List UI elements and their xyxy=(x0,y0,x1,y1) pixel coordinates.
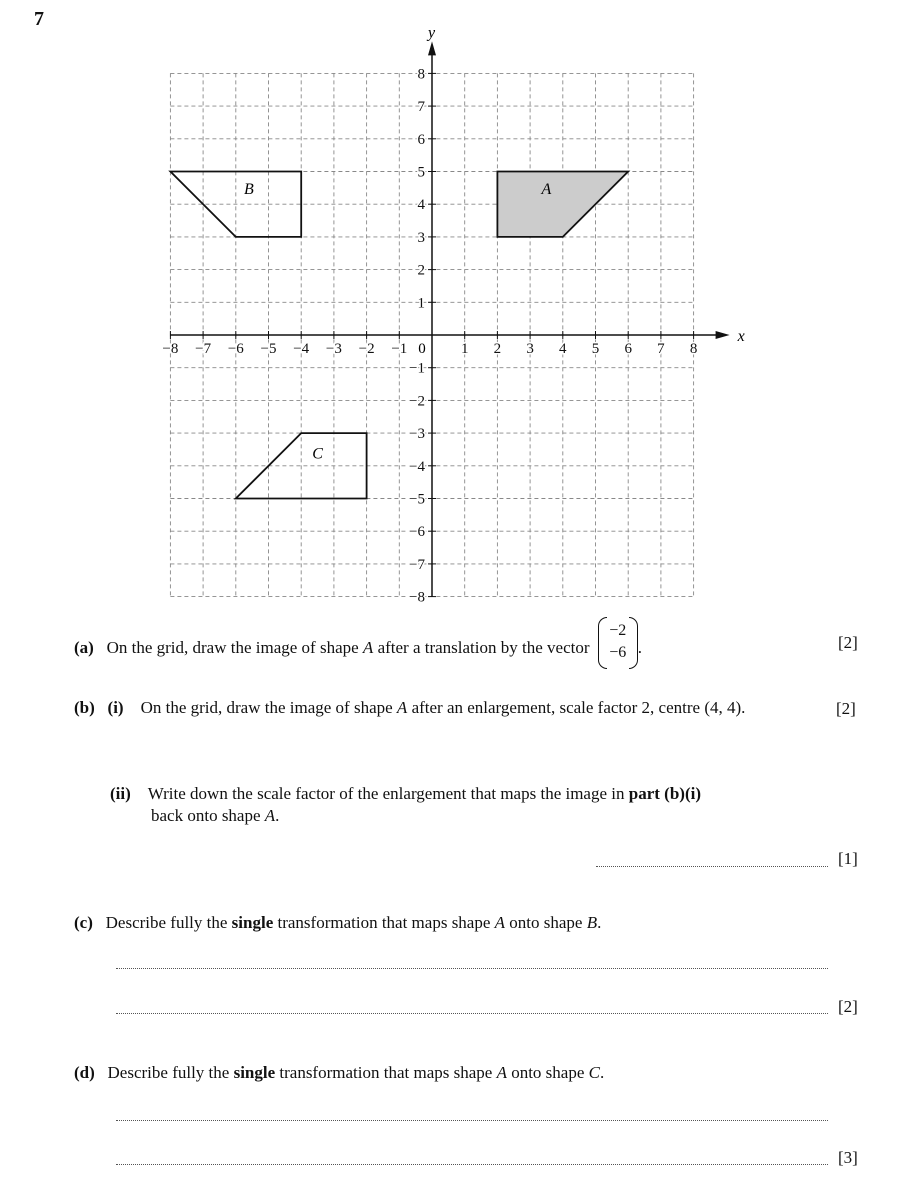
shape-label-a: A xyxy=(541,180,552,198)
part-c-text-mid: transformation that maps shape xyxy=(273,913,495,932)
y-tick-label: 3 xyxy=(417,229,425,246)
y-axis-arrow xyxy=(428,41,436,55)
part-a-label: (a) xyxy=(74,637,94,657)
y-axis-label: y xyxy=(428,24,436,42)
part-b-ii-line2-end: . xyxy=(275,806,280,825)
y-tick-label: 6 xyxy=(417,131,425,148)
x-tick-label: 6 xyxy=(624,341,632,357)
part-d xyxy=(74,1062,604,1084)
x-tick-label: −1 xyxy=(391,341,408,357)
part-b-i-shape: A xyxy=(396,698,408,717)
x-tick-label: 4 xyxy=(559,341,567,357)
part-b-ii-line2 xyxy=(151,805,279,827)
part-b-i-marks: [2] xyxy=(836,699,856,718)
vector-top: −2 xyxy=(609,622,627,639)
y-tick-label: 1 xyxy=(417,295,425,312)
part-d-text-before: Describe fully the xyxy=(107,1063,234,1082)
part-b-ii-marks: [1] xyxy=(838,849,858,868)
part-d-bold: single xyxy=(233,1063,276,1082)
x-axis-arrow xyxy=(716,331,730,339)
part-b-i-text-before: On the grid, draw the image of shape xyxy=(140,698,397,717)
part-d-marks: [3] xyxy=(838,1148,858,1167)
part-b-label: (b) xyxy=(74,698,95,717)
x-tick-label: −6 xyxy=(227,341,244,357)
part-d-shape-1: A xyxy=(496,1063,507,1082)
x-tick-label: 7 xyxy=(657,341,665,357)
part-d-label: (d) xyxy=(74,1063,95,1082)
x-tick-label: −3 xyxy=(325,341,342,357)
origin-label: 0 xyxy=(418,341,426,357)
part-d-shape-2: C xyxy=(588,1063,600,1082)
y-tick-label: 8 xyxy=(417,66,425,83)
part-c-text-before: Describe fully the xyxy=(105,913,232,932)
part-a-text-after: after a translation by the vector xyxy=(373,637,590,657)
part-c-bold: single xyxy=(231,913,274,932)
x-axis-label: x xyxy=(737,328,745,345)
shape-label-c: C xyxy=(312,445,323,463)
part-b-i-label: (i) xyxy=(107,698,124,717)
part-a-end: . xyxy=(637,637,642,657)
part-c xyxy=(74,912,601,934)
x-tick-label: 5 xyxy=(591,341,600,357)
part-a-marks: [2] xyxy=(838,633,858,652)
y-tick-label: −2 xyxy=(409,393,425,410)
answer-line-c-1[interactable] xyxy=(116,968,828,969)
x-tick-label: −5 xyxy=(260,341,277,357)
part-c-marks: [2] xyxy=(838,997,858,1016)
answer-line-c-2[interactable] xyxy=(116,1013,828,1014)
part-c-label: (c) xyxy=(74,913,93,932)
answer-line-d-2[interactable] xyxy=(116,1164,828,1165)
part-c-end: . xyxy=(597,913,602,932)
part-b-ii-shape: A xyxy=(264,806,276,825)
part-c-shape-1: A xyxy=(494,913,506,932)
y-tick-label: −1 xyxy=(409,360,425,377)
x-tick-label: 2 xyxy=(493,341,502,357)
y-tick-label: −4 xyxy=(409,458,425,475)
part-b-ii-label: (ii) xyxy=(110,784,131,803)
x-tick-label: 3 xyxy=(526,341,534,357)
x-tick-label: −4 xyxy=(293,341,310,357)
y-tick-label: −7 xyxy=(409,556,425,573)
part-b-ii-text: Write down the scale factor of the enlargement that maps the image in xyxy=(147,784,629,803)
y-tick-label: 4 xyxy=(417,197,425,214)
y-tick-label: 2 xyxy=(417,262,425,279)
question-number: 7 xyxy=(34,8,44,30)
shape-a xyxy=(497,172,628,237)
vector-bottom: −6 xyxy=(609,644,627,661)
part-a xyxy=(74,622,642,667)
shape-label-b: B xyxy=(243,180,254,198)
part-d-end: . xyxy=(599,1063,605,1082)
y-tick-label: −6 xyxy=(409,524,425,541)
y-tick-label: −3 xyxy=(409,426,425,443)
answer-line-b-ii[interactable] xyxy=(596,866,828,867)
part-b-i xyxy=(74,697,745,719)
part-b-ii-line2-text: back onto shape xyxy=(151,806,265,825)
part-d-text-onto: onto shape xyxy=(506,1063,589,1082)
vector-right-bracket xyxy=(629,617,638,669)
x-tick-label: −7 xyxy=(195,341,212,357)
y-tick-label: 5 xyxy=(417,164,425,181)
y-tick-label: −8 xyxy=(409,589,425,606)
translation-vector xyxy=(598,617,638,667)
y-tick-label: 7 xyxy=(417,99,425,116)
part-b-i-text-after: after an enlargement, scale factor 2, centre (4, 4). xyxy=(407,698,746,717)
part-c-shape-2: B xyxy=(586,913,598,932)
part-a-shape: A xyxy=(362,637,374,657)
answer-line-d-1[interactable] xyxy=(116,1120,828,1121)
y-tick-label: −5 xyxy=(409,491,425,508)
part-c-text-onto: onto shape xyxy=(505,913,587,932)
x-tick-label: −8 xyxy=(162,341,179,357)
part-a-text-before: On the grid, draw the image of shape xyxy=(106,637,363,657)
part-b-ii-bold-ref: part (b)(i) xyxy=(628,784,701,803)
part-d-text-mid: transformation that maps shape xyxy=(275,1063,497,1082)
x-tick-label: −2 xyxy=(358,341,375,357)
part-b-ii-line1 xyxy=(110,783,701,805)
x-tick-label: 1 xyxy=(460,341,469,357)
x-tick-label: 8 xyxy=(689,341,698,357)
